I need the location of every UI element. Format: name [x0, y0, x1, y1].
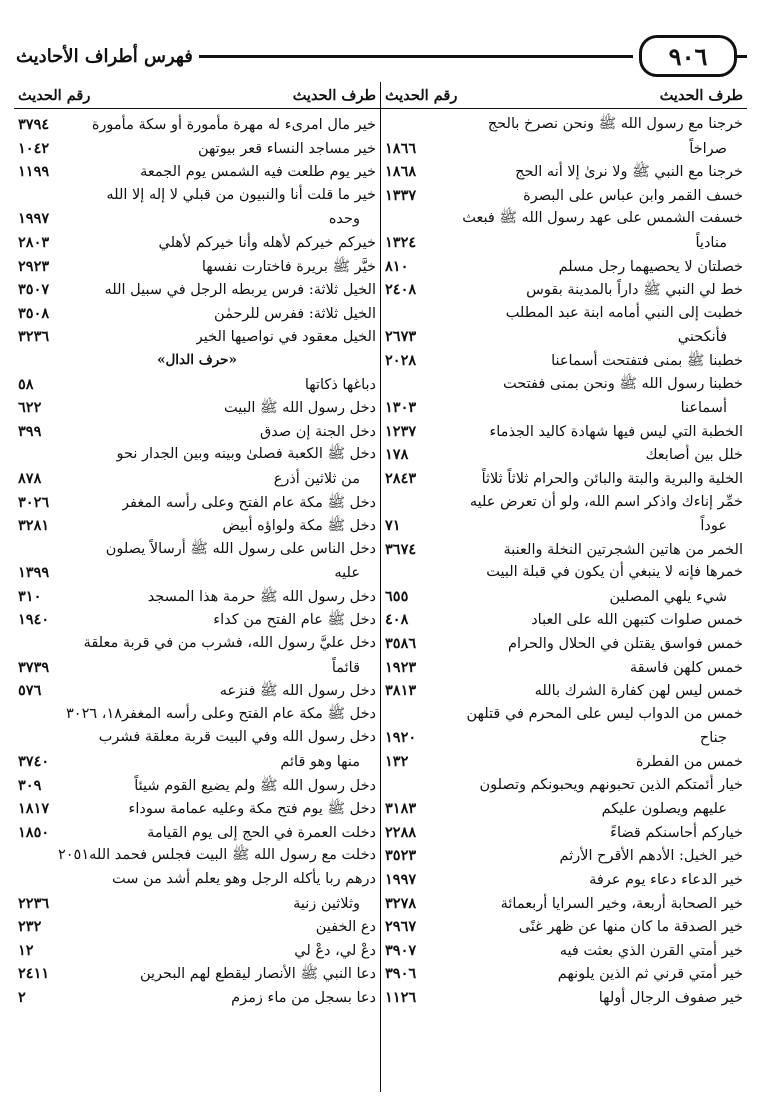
- index-entry: [381, 892, 747, 916]
- hadith-fragment: الخمر من هاتين الشجرتين النخلة والعنبة: [503, 541, 743, 558]
- hadith-fragment: عوداً: [700, 518, 727, 535]
- hadith-fragment: خياركم أحاسنكم قضاءً: [610, 824, 743, 841]
- index-entry: [14, 443, 380, 467]
- hadith-fragment: فأنكحني: [677, 329, 727, 346]
- hadith-number: ٣٥٠٨: [18, 304, 50, 322]
- hadith-fragment: الخيل ثلاثة: فرس يربطه الرجل في سبيل الله: [104, 282, 376, 299]
- index-entry: [14, 703, 380, 727]
- index-entry: [381, 585, 747, 609]
- hadith-number: ١٣٠٣: [385, 399, 417, 417]
- hadith-fragment: دخل رسول الله ﷺ البيت: [224, 400, 376, 417]
- hadith-number: ٣٦٧٤: [385, 540, 417, 558]
- hadith-fragment: عليهم ويصلون عليكم: [601, 801, 727, 818]
- hadith-number: ٢٩٦٧: [385, 918, 417, 936]
- index-entry: [14, 255, 380, 279]
- index-entry: [14, 561, 380, 585]
- column-header-text: طرف الحديث: [659, 86, 743, 104]
- index-entry: [14, 207, 380, 231]
- hadith-number: ١٧٨: [385, 446, 409, 464]
- hadith-fragment: وثلاثين زنية: [293, 895, 360, 912]
- hadith-number: ٣٢٧٨: [385, 894, 417, 912]
- hadith-number: ١٩٩٧: [18, 210, 50, 228]
- hadith-number: ١٣٢: [385, 753, 409, 771]
- hadith-number: ٣٧٩٤: [18, 116, 50, 133]
- hadith-fragment: خطبنا رسول الله ﷺ ونحن بمنى ففتحت: [503, 375, 743, 392]
- index-entry: [381, 113, 747, 137]
- index-entry: [381, 137, 747, 161]
- index-entry: [14, 844, 380, 868]
- index-entry: [381, 302, 747, 326]
- index-columns: [14, 82, 747, 1092]
- index-entry: [381, 207, 747, 231]
- hadith-number: ٨٧٨: [18, 469, 42, 487]
- index-entry: [14, 774, 380, 798]
- index-entry: [381, 349, 747, 373]
- hadith-number: ٥٧٦: [18, 682, 42, 700]
- hadith-number: ١٣٢٤: [385, 233, 417, 251]
- hadith-number: ٣٠٩: [18, 776, 42, 794]
- hadith-number: ٤٠٨: [385, 611, 409, 629]
- hadith-number: ٥٨: [18, 375, 34, 393]
- index-entry: [381, 160, 747, 184]
- hadith-fragment: خمس من الفطرة: [635, 754, 743, 771]
- hadith-fragment: خسفت الشمس على عهد رسول الله ﷺ فبعث: [462, 210, 743, 227]
- column-header-number: رقم الحديث: [385, 86, 458, 104]
- hadith-number: ٢: [18, 988, 26, 1006]
- header-rule-right: [737, 55, 747, 58]
- hadith-fragment: دخل الجنة إن صدق: [259, 423, 376, 440]
- index-column-right: [381, 82, 747, 1092]
- index-entry: [14, 892, 380, 916]
- entry-list: [381, 109, 747, 1010]
- hadith-number: ٣٧٣٩: [18, 658, 50, 676]
- hadith-number: ١٨٦٦: [385, 139, 417, 157]
- index-entry: [381, 325, 747, 349]
- hadith-fragment: دعْ لي، دعْ لي: [294, 942, 376, 959]
- hadith-fragment: خير يوم طلعت فيه الشمس يوم الجمعة: [140, 164, 376, 181]
- hadith-fragment: خير الصدقة ما كان منها عن ظهر غنًى: [518, 919, 743, 936]
- hadith-fragment: خير ما قلت أنا والنبيون من قبلي لا إله إلا الله: [106, 186, 376, 203]
- hadith-fragment: خيركم خيركم لأهله وأنا خيركم لأهلي: [158, 234, 376, 251]
- hadith-number: ٢٢٣٦: [18, 894, 50, 912]
- hadith-fragment: دعا النبي ﷺ الأنصار ليقطع لهم البحرين: [139, 966, 376, 983]
- index-entry: [14, 184, 380, 208]
- index-entry: [14, 160, 380, 184]
- index-entry: [381, 255, 747, 279]
- hadith-number: ٢٢٨٨: [385, 823, 417, 841]
- hadith-fragment: دخل الناس على رسول الله ﷺ أرسالاً يصلون: [105, 540, 376, 557]
- hadith-fragment: خير صفوف الرجال أولها: [598, 989, 743, 1006]
- index-entry: [14, 514, 380, 538]
- hadith-fragment: دخل ﷺ مكة عام الفتح وعلى رأسه المغفر: [122, 494, 376, 511]
- hadith-fragment: خير مال امرىء له مهرة مأمورة أو سكة مأمورة: [91, 117, 376, 133]
- hadith-fragment: خير أمتي القرن الذي بعثت فيه: [559, 942, 743, 959]
- hadith-fragment: درهم ربا يأكله الرجل وهو يعلم أشد من ست: [111, 871, 376, 887]
- index-entry: [381, 986, 747, 1010]
- index-entry: [14, 632, 380, 656]
- hadith-fragment: الخيل ثلاثة: ففرس للرحمٰن: [214, 305, 376, 322]
- hadith-number: ٢٤٠٨: [385, 281, 417, 299]
- index-entry: [14, 608, 380, 632]
- hadith-number: ٦٢٢: [18, 399, 42, 417]
- hadith-number: ١٨٥٠: [18, 823, 50, 841]
- hadith-fragment: جناح: [699, 730, 727, 747]
- hadith-number: ١٢: [18, 941, 34, 959]
- hadith-fragment: خمِّر إناءك واذكر اسم الله، ولو أن تعرض عليه: [469, 493, 743, 510]
- hadith-fragment: منادياً: [695, 234, 727, 251]
- hadith-fragment: الخلية والبرية والبتة والبائن والحرام ثلاثاً ثلاثاً: [481, 470, 743, 487]
- hadith-number: ١٨٦٨: [385, 163, 417, 181]
- hadith-number: ٣٩٠٦: [385, 965, 417, 983]
- hadith-fragment: «حرف الدال»: [157, 351, 237, 368]
- hadith-fragment: دخلت مع رسول الله ﷺ البيت فجلس فحمد الله٢٠٥١: [57, 847, 376, 864]
- hadith-number: ١٠٤٢: [18, 139, 50, 157]
- hadith-number: ٣١٠: [18, 587, 42, 605]
- hadith-fragment: من ثلاثين أذرع: [273, 470, 360, 487]
- header-rule: [199, 55, 633, 58]
- hadith-number: ١١٩٩: [18, 163, 50, 181]
- column-header-text: طرف الحديث: [292, 86, 376, 104]
- index-entry: [381, 278, 747, 302]
- hadith-number: ١٩٢٠: [385, 729, 417, 747]
- entry-list: [14, 109, 380, 1010]
- index-entry: [381, 514, 747, 538]
- hadith-fragment: منها وهو قائم: [280, 754, 360, 771]
- index-entry: [381, 821, 747, 845]
- hadith-number: ٢٦٧٣: [385, 328, 417, 346]
- column-header: [381, 82, 747, 109]
- hadith-fragment: دخل رسول الله ﷺ فنزعه: [219, 683, 376, 700]
- index-entry: [14, 467, 380, 491]
- index-entry: [14, 113, 380, 137]
- hadith-number: ٣٥٠٧: [18, 281, 50, 299]
- index-entry: [14, 679, 380, 703]
- index-column-left: [14, 82, 380, 1092]
- hadith-fragment: قائماً: [331, 659, 360, 676]
- hadith-number: ١٨١٧: [18, 800, 50, 818]
- index-entry: [14, 325, 380, 349]
- hadith-fragment: دخل ﷺ الكعبة فصلىٰ وبينه وبين الجدار نحو: [116, 446, 376, 463]
- hadith-number: ٢٨٤٣: [385, 469, 417, 487]
- index-entry: [381, 868, 747, 892]
- hadith-number: ٣٥٢٣: [385, 847, 417, 865]
- hadith-number: ١١٢٦: [385, 988, 417, 1006]
- hadith-fragment: دخل رسول الله ﷺ ولم يضيع القوم شيئاً: [134, 777, 376, 794]
- index-entry: [14, 868, 380, 892]
- index-entry: [381, 915, 747, 939]
- index-entry: [381, 184, 747, 208]
- index-entry: [14, 656, 380, 680]
- hadith-number: ١٩٩٧: [385, 871, 417, 888]
- index-entry: [14, 278, 380, 302]
- hadith-fragment: خرجنا مع النبي ﷺ ولا نرىٰ إلا أنه الحج: [515, 164, 743, 181]
- hadith-fragment: عليه: [334, 565, 360, 582]
- hadith-number: ١٩٢٣: [385, 658, 417, 676]
- index-entry: [381, 608, 747, 632]
- index-entry: [381, 396, 747, 420]
- hadith-fragment: دخل ﷺ مكة ولواؤه أبيض: [222, 518, 376, 535]
- hadith-number: ٧١: [385, 517, 401, 535]
- hadith-fragment: خرجنا مع رسول الله ﷺ ونحن نصرخ بالحج: [487, 116, 743, 132]
- index-entry: [381, 962, 747, 986]
- hadith-fragment: دخل رسول الله وفي البيت قربة معلقة فشرب: [98, 729, 376, 746]
- hadith-number: ٣٢٨١: [18, 517, 50, 535]
- hadith-fragment: دباغها ذكاتها: [304, 376, 376, 393]
- hadith-number: ٣٨١٣: [385, 682, 417, 700]
- index-entry: [14, 750, 380, 774]
- hadith-fragment: خير الصحابة أربعة، وخير السرايا أربعمائة: [500, 895, 743, 912]
- index-entry: [381, 774, 747, 798]
- hadith-fragment: أسماعنا: [680, 400, 727, 417]
- hadith-fragment: دخل ﷺ يوم فتح مكة وعليه عمامة سوداء: [128, 801, 376, 818]
- index-entry: [14, 420, 380, 444]
- page-number: ٩٠٦: [668, 41, 708, 71]
- page-header: [14, 34, 747, 78]
- hadith-fragment: الخيل معقود في نواصيها الخير: [195, 329, 376, 346]
- page-number-badge: [639, 35, 737, 77]
- index-entry: [14, 302, 380, 326]
- hadith-fragment: شيء يلهي المصلين: [609, 588, 727, 605]
- column-header: [14, 82, 380, 109]
- hadith-fragment: الخطبة التي ليس فيها شهادة كاليد الجذماء: [489, 423, 743, 440]
- hadith-fragment: دخل رسول الله ﷺ حرمة هذا المسجد: [147, 588, 376, 605]
- hadith-fragment: دخل ﷺ عام الفتح من كداء: [213, 612, 376, 629]
- index-entry: [14, 939, 380, 963]
- index-entry: [381, 703, 747, 727]
- index-entry: [381, 561, 747, 585]
- hadith-fragment: خسف القمر وابن عباس على البصرة: [523, 187, 743, 204]
- hadith-fragment: خمس صلوات كتبهن الله على العباد: [531, 612, 743, 629]
- hadith-number: ٢٤١١: [18, 965, 50, 983]
- hadith-number: ٣٢٣٦: [18, 328, 50, 346]
- hadith-number: ٣١٨٣: [385, 800, 417, 818]
- hadith-fragment: خمس ليس لهن كفارة الشرك بالله: [534, 683, 743, 700]
- hadith-number: ٣٩٩: [18, 422, 42, 440]
- index-entry: [381, 420, 747, 444]
- hadith-fragment: خمس كلهن فاسقة: [629, 659, 743, 676]
- index-entry: [14, 585, 380, 609]
- index-entry: [14, 396, 380, 420]
- hadith-number: ١٣٩٩: [18, 564, 50, 582]
- hadith-number: ٨١٠: [385, 257, 409, 275]
- hadith-fragment: خصلتان لا يحصيهما رجل مسلم: [558, 258, 743, 275]
- hadith-number: ٣٧٤٠: [18, 753, 50, 771]
- column-header-number: رقم الحديث: [18, 86, 91, 104]
- hadith-fragment: خلل بين أصابعك: [645, 447, 743, 464]
- hadith-number: ٢٩٢٣: [18, 257, 50, 275]
- index-entry: [381, 491, 747, 515]
- hadith-fragment: دخل ﷺ مكة عام الفتح وعلى رأسه المغفر١٨، ٣٠٢٦: [66, 705, 376, 722]
- hadith-number: ٢٨٠٣: [18, 233, 50, 251]
- running-title: فهرس أطراف الأحاديث: [16, 45, 193, 67]
- index-entry: [381, 797, 747, 821]
- index-entry: [381, 679, 747, 703]
- hadith-number: ١٣٣٧: [385, 186, 417, 204]
- hadith-fragment: خير الدعاء دعاء يوم عرفة: [589, 872, 743, 888]
- hadith-fragment: خط لي النبي ﷺ داراً بالمدينة بقوس: [526, 282, 743, 299]
- index-entry: [14, 137, 380, 161]
- hadith-fragment: خطبنا ﷺ بمنى فتفتحت أسماعنا: [551, 352, 743, 369]
- hadith-fragment: خير مساجد النساء قعر بيوتهن: [197, 140, 376, 157]
- hadith-fragment: دخل عليَّ رسول الله، فشرب من في قربة معلقة: [83, 635, 376, 652]
- index-entry: [14, 821, 380, 845]
- hadith-number: ٣٩٠٧: [385, 941, 417, 959]
- hadith-fragment: خيار أئمتكم الذين تحبونهم ويحبونكم وتصلون: [479, 776, 743, 793]
- hadith-fragment: خمس فواسق يقتلن في الحلال والحرام: [508, 636, 743, 653]
- index-entry: [381, 844, 747, 868]
- index-entry: [381, 750, 747, 774]
- index-entry: [14, 538, 380, 562]
- index-entry: [381, 538, 747, 562]
- index-entry: [14, 231, 380, 255]
- hadith-fragment: خطبت إلى النبي أمامه ابنة عبد المطلب: [505, 304, 743, 321]
- index-entry: [14, 915, 380, 939]
- hadith-fragment: وحده: [328, 211, 360, 228]
- hadith-fragment: دخلت العمرة في الحج إلى يوم القيامة: [147, 824, 376, 841]
- hadith-number: ١٢٣٧: [385, 422, 417, 440]
- hadith-fragment: خمرها فإنه لا ينبغي أن يكون في قبلة البيت: [486, 564, 743, 581]
- index-entry: [14, 373, 380, 397]
- hadith-fragment: خيَّر ﷺ بريرة فاختارت نفسها: [201, 258, 376, 275]
- hadith-fragment: خمس من الدواب ليس على المحرم في قتلهن: [466, 705, 743, 722]
- index-entry: [381, 467, 747, 491]
- index-entry: [14, 491, 380, 515]
- index-entry: [14, 726, 380, 750]
- hadith-fragment: خير أمتي قرني ثم الذين يلونهم: [557, 966, 743, 983]
- section-heading: [14, 349, 380, 373]
- hadith-number: ٣٥٨٦: [385, 635, 417, 653]
- hadith-number: ٣٠٢٦: [18, 493, 50, 511]
- index-entry: [381, 373, 747, 397]
- index-entry: [14, 986, 380, 1010]
- index-entry: [381, 656, 747, 680]
- hadith-fragment: دعا بسجل من ماء زمزم: [231, 989, 376, 1006]
- index-entry: [381, 939, 747, 963]
- column-divider: [380, 82, 381, 1092]
- index-entry: [14, 797, 380, 821]
- index-entry: [381, 231, 747, 255]
- hadith-number: ٦٥٥: [385, 587, 409, 605]
- hadith-fragment: صراخاً: [689, 140, 727, 157]
- index-entry: [381, 443, 747, 467]
- hadith-number: ٢٣٢: [18, 918, 42, 936]
- index-entry: [14, 962, 380, 986]
- hadith-number: ٢٠٢٨: [385, 351, 417, 369]
- hadith-fragment: خير الخيل: الأدهم الأقرح الأرثم: [559, 848, 743, 865]
- index-entry: [381, 632, 747, 656]
- index-entry: [381, 726, 747, 750]
- hadith-fragment: دع الخفين: [315, 919, 376, 936]
- hadith-number: ١٩٤٠: [18, 611, 50, 629]
